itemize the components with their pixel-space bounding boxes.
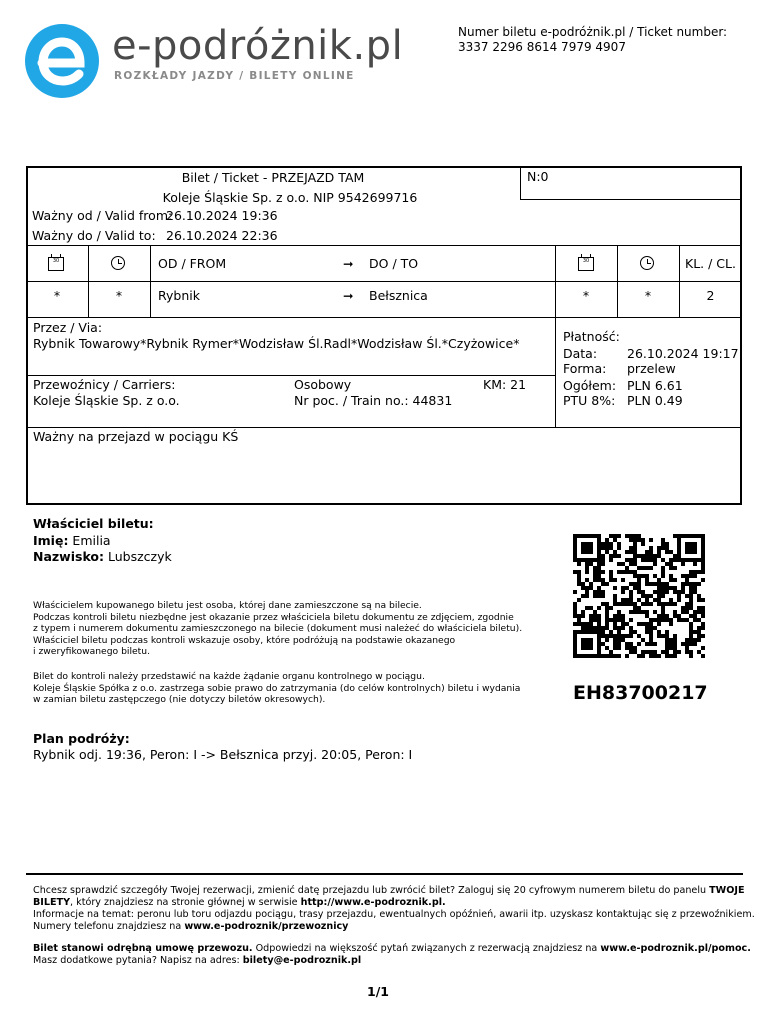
logo-text: e-podróżnik.pl (112, 23, 404, 69)
plan-line: Rybnik odj. 19:36, Peron: I -> Bełsznica przyj. 20:05, Peron: I (33, 747, 413, 762)
valid-in-train: Ważny na przejazd w pociągu KŚ (33, 429, 239, 444)
ptu-label: PTU 8%: (563, 393, 616, 408)
owner-first-name: Imię: Emilia (33, 533, 111, 548)
clock-icon (111, 256, 125, 270)
arrow-icon: ➞ (343, 288, 354, 303)
payment-date-label: Data: (563, 346, 598, 361)
payment-date: 26.10.2024 19:17 (627, 346, 739, 361)
calendar-icon: 30 (48, 257, 64, 271)
payment-form: przelew (627, 361, 676, 376)
carrier-name: Koleje Śląskie Sp. z o.o. (33, 393, 180, 408)
owner-heading: Właściciel biletu: (33, 516, 154, 531)
owner-last-name: Nazwisko: Lubszczyk (33, 549, 172, 564)
via-route: Rybnik Towarowy*Rybnik Rymer*Wodzisław Śl.Radl*Wodzisław Śl.*Czyżowice* (33, 336, 520, 351)
train-number: Nr poc. / Train no.: 44831 (294, 393, 453, 408)
to-station: Bełsznica (369, 288, 428, 303)
ticket-code: EH83700217 (573, 682, 708, 704)
info-block-1: Właścicielem kupowanego biletu jest osoba, której dane zamieszczone są na bilecie. Podczas kontroli biletu niezbędne jest okazanie przez właściciela biletu dokumentu ze zdjęciem, zgodnie z typem i numerem dokumentu zamieszczonego na bilecie (dokument musi należeć do właściciela biletu). Właściciel biletu podczas kontroli wskazuje osoby, które podróżują na podstawie okazanego i zweryfikowanego biletu. (33, 600, 523, 658)
valid-from-label: Ważny od / Valid from: (32, 208, 173, 223)
info-block-2: Bilet do kontroli należy przedstawić na każde żądanie organu kontrolnego w pociągu. Koleje Śląskie Spółka z o.o. zastrzega sobie prawo do zatrzymania (do celów kontrolnych) biletu i wydania w zamian biletu zastępczego (nie dotyczy biletów okresowych). (33, 671, 521, 706)
to-header: DO / TO (369, 256, 419, 271)
email-link[interactable]: bilety@e-podroznik.pl (242, 955, 362, 966)
plan-heading: Plan podróży: (33, 731, 130, 746)
valid-to-label: Ważny do / Valid to: (32, 228, 156, 243)
ticket-number: 3337 2296 8614 7979 4907 (458, 40, 626, 54)
km-value: KM: 21 (483, 377, 527, 392)
homepage-link[interactable]: http://www.e-podroznik.pl. (300, 897, 446, 908)
page-number: 1/1 (367, 984, 389, 999)
dep-date: * (53, 288, 61, 303)
ticket-number-label: Numer biletu e-podróżnik.pl / Ticket number: (458, 25, 728, 39)
arrow-icon: ➞ (343, 256, 354, 271)
logo-subtitle: ROZKŁADY JAZDY / BILETY ONLINE (114, 70, 355, 82)
class-value: 2 (706, 288, 715, 303)
valid-to: 26.10.2024 22:36 (166, 228, 278, 243)
logo-icon (25, 24, 99, 98)
carriers-label: Przewoźnicy / Carriers: (33, 377, 176, 392)
carriers-link[interactable]: www.e-podroznik/przewoznicy (184, 921, 349, 932)
calendar-icon: 30 (578, 257, 594, 271)
company-nip: Koleje Śląskie Sp. z o.o. NIP 9542699716 (162, 190, 418, 205)
qr-code (573, 534, 705, 658)
total-label: Ogółem: (563, 378, 617, 393)
payment-label: Płatność: (563, 329, 620, 344)
ticket-number-block (458, 25, 727, 55)
n-label: N:0 (527, 169, 549, 184)
train-type: Osobowy (294, 377, 352, 392)
class-header: KL. / CL. (685, 256, 736, 271)
arr-time: * (644, 288, 652, 303)
payment-form-label: Forma: (563, 361, 607, 376)
from-station: Rybnik (158, 288, 200, 303)
total-value: PLN 6.61 (627, 378, 683, 393)
valid-from: 26.10.2024 19:36 (166, 208, 278, 223)
footer: Chcesz sprawdzić szczegóły Twojej rezerwacji, zmienić datę przejazdu lub zwrócić bilet? Zaloguj się 20 cyfrowym numerem biletu do panelu TWOJE BILETY, który znajdziesz na stronie głównej w serwisie http://www.e-podroznik.pl. Informacje na temat: peronu lub toru odjazdu pociągu, trasy przejazdu, ewentualnych opóźnień, awarii itp. uzyskasz kontaktując się z przewoźnikiem. Numery telefonu znajdziesz na www.e-podroznik/przewoznicy Bilet stanowi odrębną umowę przewozu. Odpowiedzi na większość pytań związanych z rezerwacją znajdziesz na www.e-podroznik.pl/pomoc. Masz dodatkowe pytania? Napisz na adres: bilety@e-podroznik.pl (33, 885, 755, 966)
from-header: OD / FROM (158, 256, 227, 271)
ticket-title: Bilet / Ticket - PRZEJAZD TAM (181, 170, 365, 185)
via-label: Przez / Via: (33, 320, 103, 335)
help-link[interactable]: www.e-podroznik.pl/pomoc. (600, 943, 751, 954)
ptu-value: PLN 0.49 (627, 393, 683, 408)
clock-icon (640, 256, 654, 270)
arr-date: * (582, 288, 590, 303)
dep-time: * (115, 288, 123, 303)
